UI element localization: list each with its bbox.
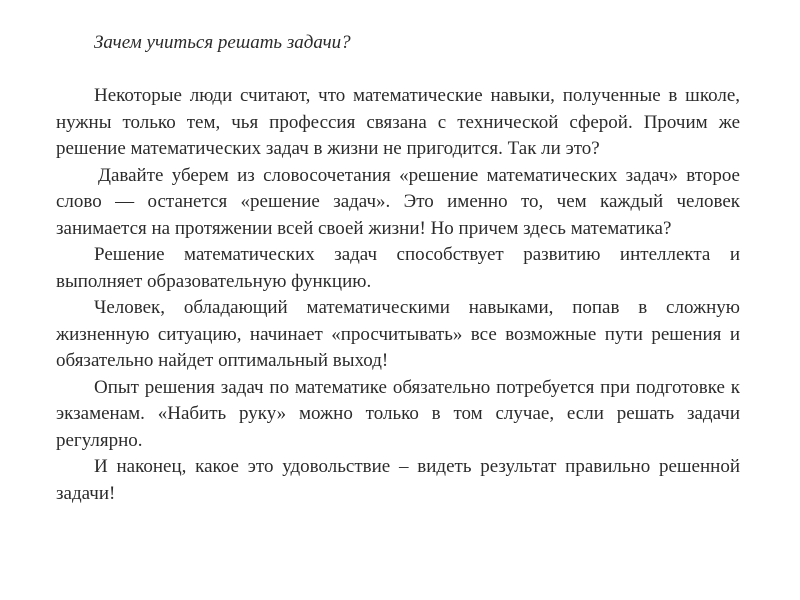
paragraph-3: Решение математических задач способствует развитию интеллекта и выполняет образовательную функцию. <box>56 244 740 292</box>
paragraph-1: Некоторые люди считают, что математические навыки, полученные в школе, нужны только тем, чья профессия связана с технической сферой. Прочим же решение математических задач в жизни не пригодится. Так ли это? <box>56 85 740 159</box>
title-spacer <box>56 57 740 84</box>
paragraph-4: Человек, обладающий математическими навыками, попав в сложную жизненную ситуацию, начинает «просчитывать» все возможные пути решения и обязательно найдет оптимальный выход! <box>56 297 740 371</box>
document-title: Зачем учиться решать задачи? <box>94 32 351 53</box>
paragraph-6: И наконец, какое это удовольствие – видеть результат правильно решенной задачи! <box>56 456 740 504</box>
document-page <box>56 30 740 507</box>
paragraph-5: Опыт решения задач по математике обязательно потребуется при подготовке к экзаменам. «Набить руку» можно только в том случае, если решать задачи регулярно. <box>56 376 740 451</box>
paragraph-2: Давайте уберем из словосочетания «решение математических задач» второе слово — останется «решение задач». Это именно то, чем каждый человек занимается на протяжении всей своей жизни! Но причем здесь математика? <box>56 164 740 239</box>
